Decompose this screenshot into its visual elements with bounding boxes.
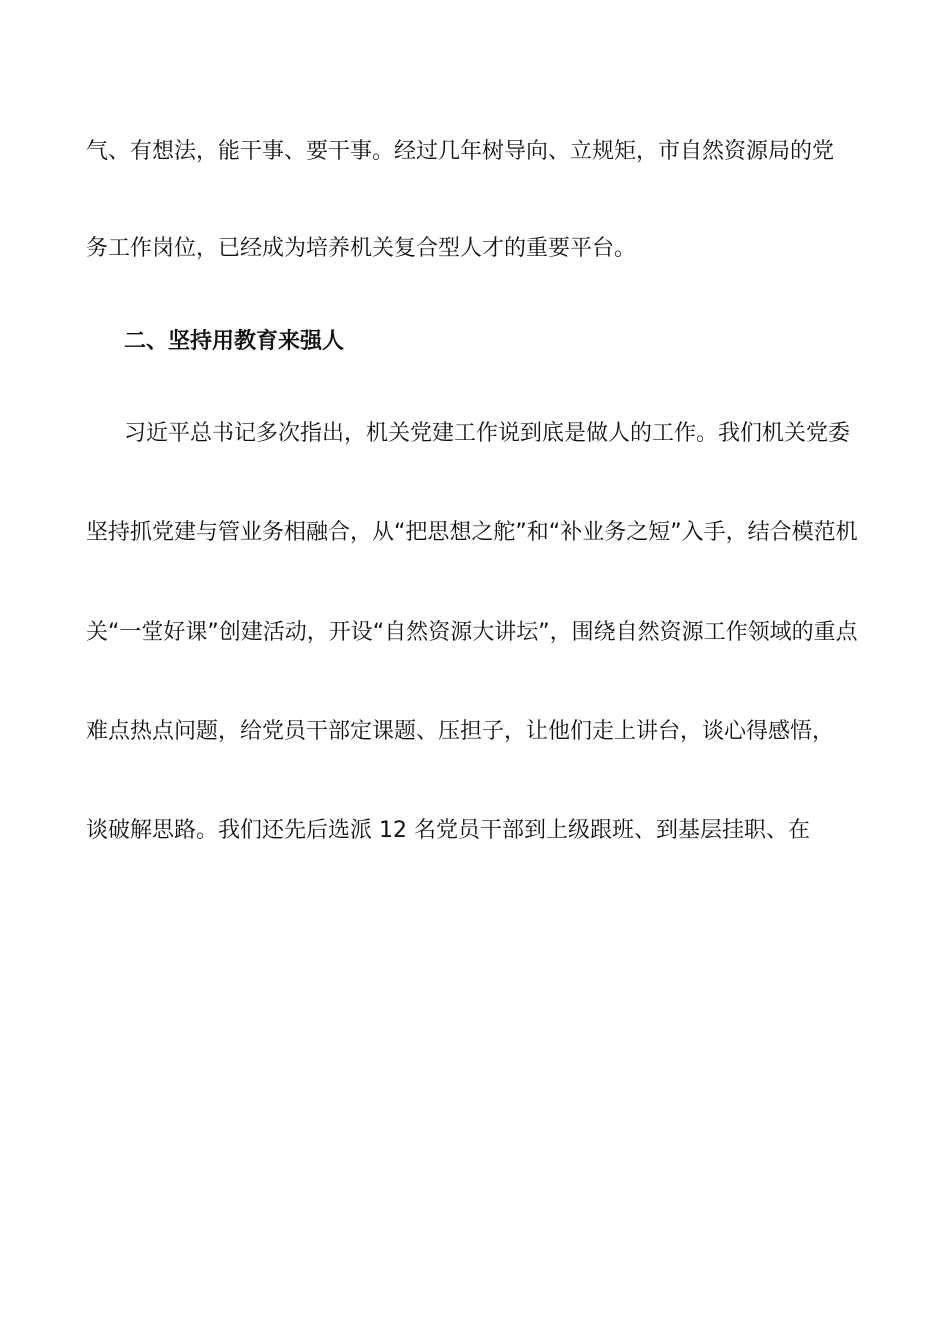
paragraph-line-6: 难点热点问题，给党员干部定课题、压担子，让他们走上讲台，谈心得感悟， [86, 719, 835, 744]
paragraph-line-1: 气、有想法，能干事、要干事。经过几年树导向、立规矩，市自然资源局的党 [86, 139, 835, 164]
paragraph-line-2: 务工作岗位，已经成为培养机关复合型人才的重要平台。 [86, 236, 637, 261]
paragraph-line-5: 关“一堂好课”创建活动，开设“自然资源大讲坛”，围绕自然资源工作领域的重点 [86, 620, 858, 645]
section-heading: 二、坚持用教育来强人 [124, 329, 345, 354]
paragraph-line-3: 习近平总书记多次指出，机关党建工作说到底是做人的工作。我们机关党委 [124, 421, 851, 446]
paragraph-line-7: 谈破解思路。我们还先后选派 12 名党员干部到上级跟班、到基层挂职、在 [86, 818, 810, 843]
paragraph-line-4: 坚持抓党建与管业务相融合，从“把思想之舵”和“补业务之短”入手，结合模范机 [86, 520, 858, 545]
